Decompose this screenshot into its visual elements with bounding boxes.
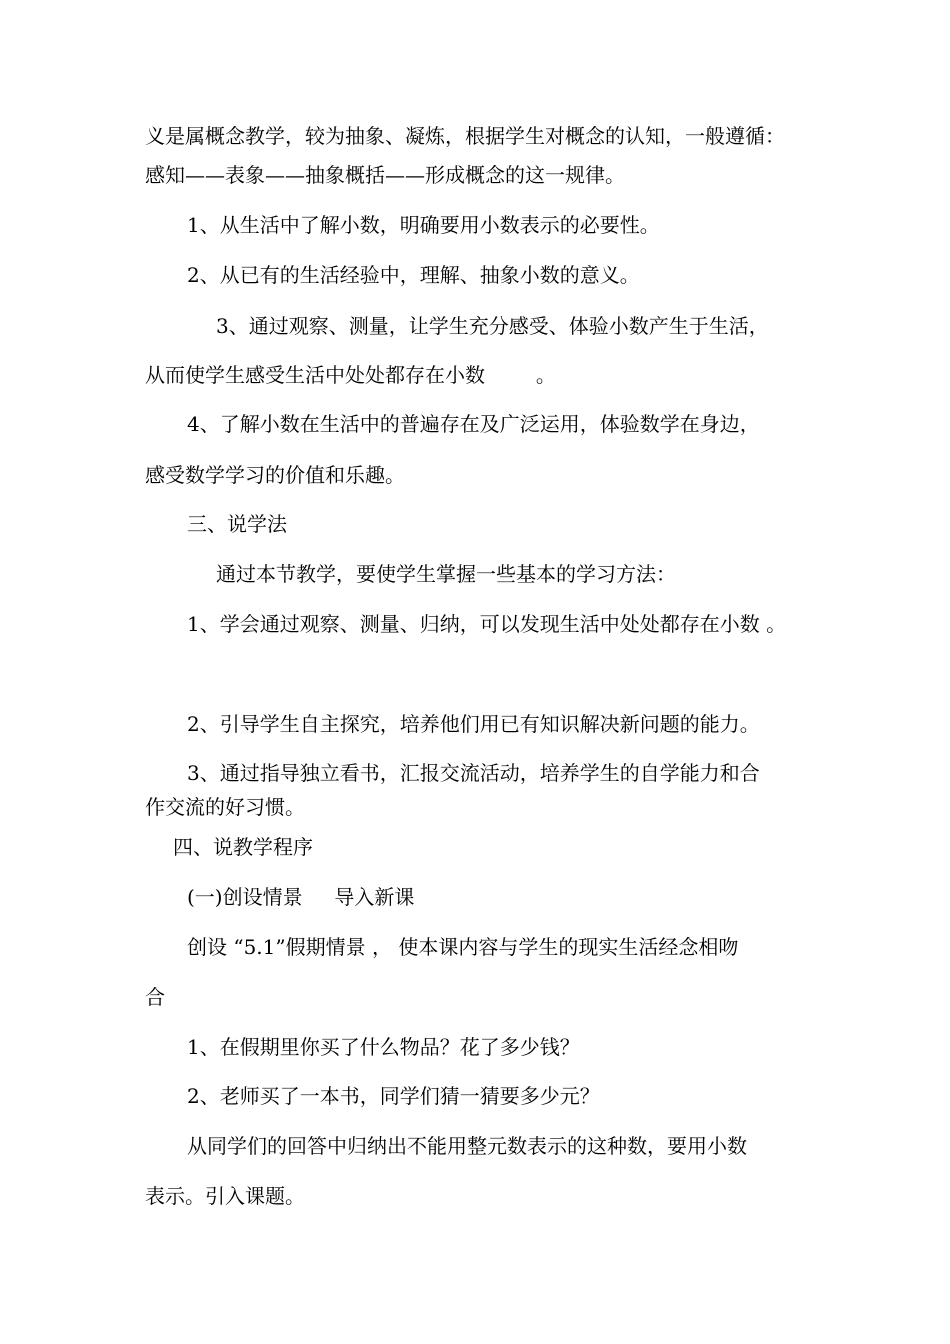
objective-item-4: 4、了解小数在生活中的普遍存在及广泛运用，体验数学在身边， bbox=[187, 412, 760, 436]
scenario-text: 创设 “5.1”假期情景 ， 使本课内容与学生的现实生活经念相吻 bbox=[187, 935, 739, 959]
objective-item-3-cont: 从而使学生感受生活中处处都存在小数 。 bbox=[145, 363, 556, 387]
paragraph-line-2: 感知——表象——抽象概括——形成概念的这一规律。 bbox=[145, 163, 625, 187]
question-item-2: 2、老师买了一本书，同学们猜一猜要多少元？ bbox=[187, 1084, 600, 1108]
summary-text: 从同学们的回答中归纳出不能用整元数表示的这种数，要用小数 bbox=[187, 1134, 747, 1158]
objective-item-3: 3、通过观察、测量，让学生充分感受、体验小数产生于生活， bbox=[216, 314, 769, 338]
question-item-1: 1、在假期里你买了什么物品？花了多少钱？ bbox=[187, 1035, 580, 1059]
section-heading-procedure: 四、说教学程序 bbox=[173, 835, 313, 859]
method-item-3: 3、通过指导独立看书，汇报交流活动，培养学生的自学能力和合 bbox=[187, 761, 760, 785]
method-item-1: 1、学会通过观察、测量、归纳，可以发现生活中处处都存在小数 。 bbox=[187, 612, 787, 636]
scenario-text-cont: 合 bbox=[145, 985, 165, 1009]
summary-text-cont: 表示。引入课题。 bbox=[145, 1184, 305, 1208]
objective-item-4-cont: 感受数学学习的价值和乐趣。 bbox=[145, 463, 405, 487]
subsection-heading-intro: (一)创设情景 导入新课 bbox=[187, 885, 415, 909]
objective-item-2: 2、从已有的生活经验中，理解、抽象小数的意义。 bbox=[187, 263, 640, 287]
section-heading-learning-method: 三、说学法 bbox=[187, 512, 287, 536]
objective-item-1: 1、从生活中了解小数，明确要用小数表示的必要性。 bbox=[187, 213, 660, 237]
learning-method-intro: 通过本节教学，要使学生掌握一些基本的学习方法： bbox=[216, 562, 676, 586]
method-item-2: 2、引导学生自主探究，培养他们用已有知识解决新问题的能力。 bbox=[187, 712, 760, 736]
method-item-3-cont: 作交流的好习惯。 bbox=[145, 795, 305, 819]
paragraph-line-1: 义是属概念教学，较为抽象、凝炼，根据学生对概念的认知，一般遵循： bbox=[145, 124, 785, 148]
